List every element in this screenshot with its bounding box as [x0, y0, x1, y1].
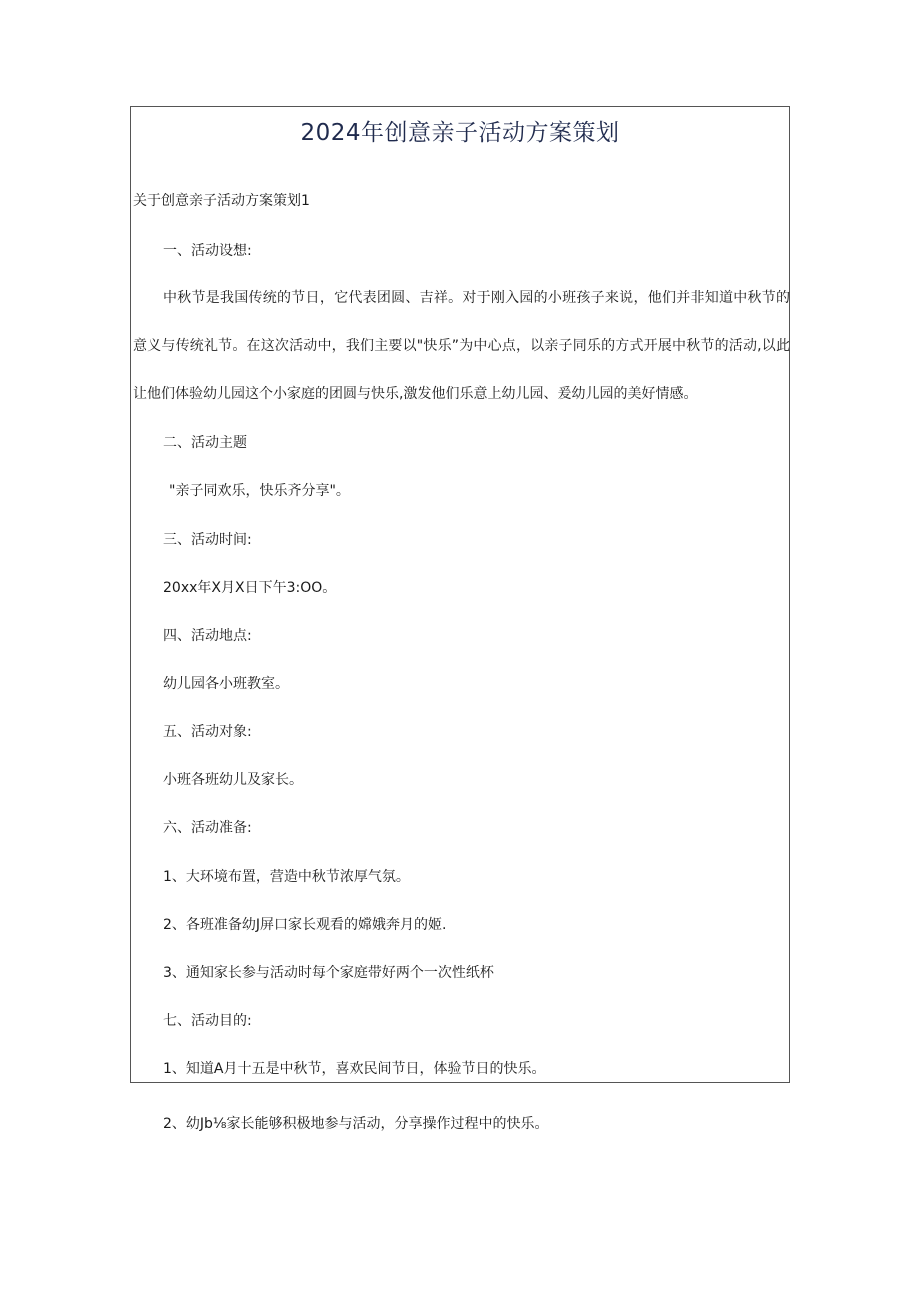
- heading-activity-prep: 六、活动准备:: [163, 820, 252, 836]
- text-activity-target: 小班各班幼儿及家长。: [163, 772, 303, 788]
- heading-activity-goal: 七、活动目的:: [163, 1013, 252, 1029]
- list-item-goal-2: 2、幼Jb⅛家长能够积极地参与活动，分享操作过程中的快乐。: [163, 1116, 549, 1132]
- document-title: 2024年创意亲子活动方案策划: [300, 120, 620, 146]
- text-activity-theme: "亲子同欢乐，快乐齐分享"。: [169, 483, 350, 499]
- paragraph-activity-idea: 中秋节是我国传统的节日，它代表团圆、吉祥。对于刚入园的小班孩子来说，他们并非知道中秋节的意义与传统礼节。在这次活动中，我们主要以"快乐”为中心点，以亲子同乐的方式开展中秋节的活动,以此让他们体验幼儿园这个小家庭的团圆与快乐,激发他们乐意上幼儿园、爰幼儿园的美好情感。: [133, 290, 790, 402]
- list-item-goal-1: 1、知道A月十五是中秋节，喜欢民间节日，体验节日的快乐。: [163, 1061, 546, 1077]
- heading-activity-theme: 二、活动主题: [163, 435, 247, 451]
- list-item-prep-2: 2、各班准备幼J屏口家长观看的嫦娥奔月的姬.: [163, 917, 447, 933]
- text-activity-place: 幼儿园各小班教室。: [163, 676, 289, 692]
- text-activity-time: 20xx年X月X日下午3:OO。: [163, 580, 337, 596]
- list-item-prep-1: 1、大环境布置，营造中秋节浓厚气氛。: [163, 869, 410, 885]
- heading-activity-place: 四、活动地点:: [163, 628, 252, 644]
- heading-activity-time: 三、活动时间:: [163, 532, 252, 548]
- list-item-prep-3: 3、通知家长参与活动时每个家庭带好两个一次性纸杯: [163, 965, 494, 981]
- heading-activity-idea: 一、活动设想:: [163, 243, 252, 259]
- heading-activity-target: 五、活动对象:: [163, 724, 252, 740]
- document-subtitle: 关于创意亲子活动方案策划1: [133, 193, 310, 209]
